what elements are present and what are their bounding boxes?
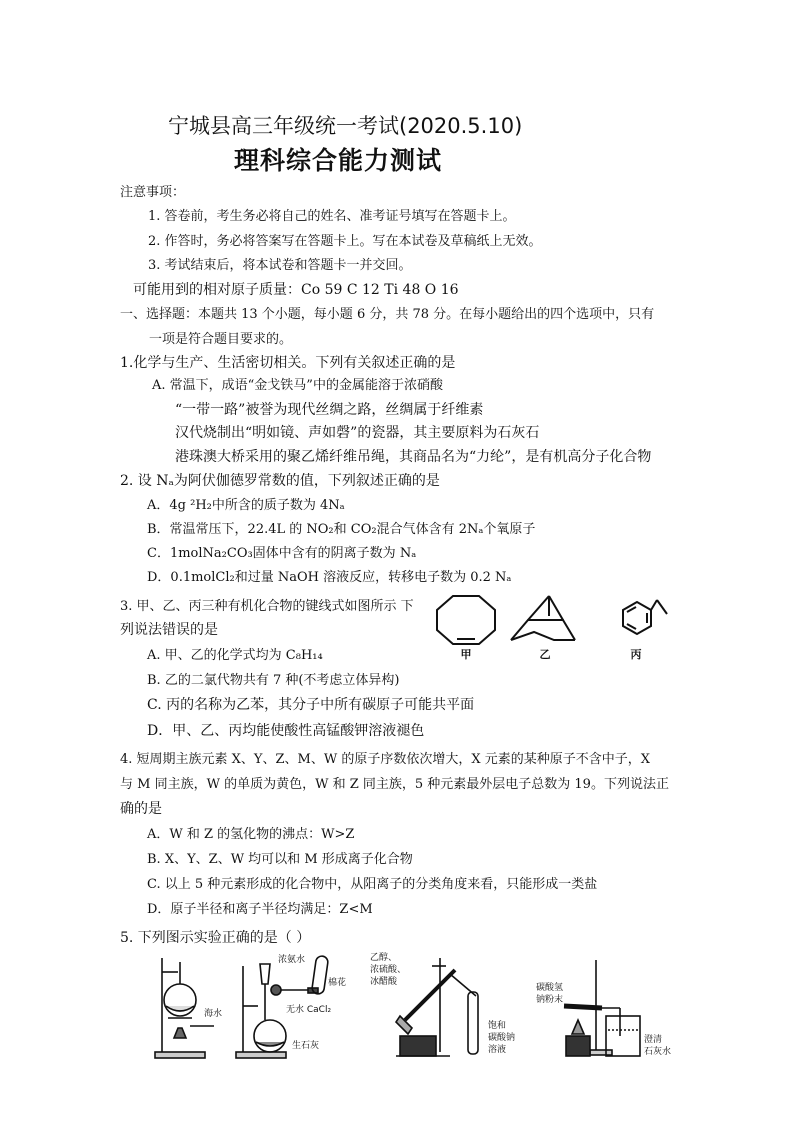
q1-stem: 1.化学与生产、生活密切相关。下列有关叙述正确的是 xyxy=(120,355,456,371)
note-item: 1. 答卷前，考生务必将自己的姓名、准考证号填写在答题卡上。 xyxy=(148,209,516,224)
label-limewater-1: 澄清 xyxy=(644,1035,663,1045)
label-nahco3-2: 钠粉末 xyxy=(536,995,564,1005)
q1-option-d: 港珠澳大桥采用的聚乙烯纤维吊绳，其商品名为“力纶”，是有机高分子化合物 xyxy=(175,449,652,465)
q3-option-d: D．甲、乙、丙均能使酸性高锰酸钾溶液褪色 xyxy=(147,723,425,739)
q1-option-a: A. 常温下，成语“金戈铁马”中的金属能溶于浓硝酸 xyxy=(152,378,443,393)
q4-option-a: A．W 和 Z 的氢化物的沸点：W>Z xyxy=(147,827,355,842)
q4-option-d: D．原子半径和离子半径均满足：Z<M xyxy=(147,902,373,917)
q2-option-c: C．1molNa₂CO₃固体中含有的阴离子数为 Nₐ xyxy=(147,546,417,561)
apparatus-d xyxy=(564,960,640,1056)
q3-structures-figure xyxy=(435,590,685,668)
label-bing: 丙 xyxy=(630,648,642,661)
label-jia: 甲 xyxy=(460,648,472,661)
q3-option-c: C. 丙的名称为乙苯，其分子中所有碳原子可能共平面 xyxy=(147,697,475,713)
atomic-masses: 可能用到的相对原子质量：Co 59 C 12 Ti 48 O 16 xyxy=(133,282,459,298)
q4-option-b: B. X、Y、Z、W 均可以和 M 形成离子化合物 xyxy=(147,852,413,867)
q5-stem: 5. 下列图示实验正确的是（ ） xyxy=(120,930,311,946)
note-item: 2. 作答时，务必将答案写在答题卡上。写在本试卷及草稿纸上无效。 xyxy=(148,234,542,249)
q4-option-c: C. 以上 5 种元素形成的化合物中，从阳离子的分类角度来看，只能形成一类盐 xyxy=(147,877,598,892)
label-cacl2: 无水 CaCl₂ xyxy=(286,1005,332,1015)
apparatus-a xyxy=(155,958,214,1058)
q2-option-d: D．0.1molCl₂和过量 NaOH 溶液反应，转移电子数为 0.2 Nₐ xyxy=(147,570,512,585)
q1-option-c: 汉代烧制出“明如镜、声如磬”的瓷器，其主要原料为石灰石 xyxy=(175,425,540,441)
q1-option-b: “一带一路”被誉为现代丝绸之路，丝绸属于纤维素 xyxy=(175,402,484,418)
label-seawater: 海水 xyxy=(204,1009,223,1019)
label-quicklime: 生石灰 xyxy=(292,1041,320,1051)
label-nahco3-1: 碳酸氢 xyxy=(536,983,564,993)
structure-bing xyxy=(623,600,667,634)
label-na2co3-3: 溶液 xyxy=(488,1045,507,1055)
q3-option-b: B. 乙的二氯代物共有 7 种(不考虑立体异构) xyxy=(147,673,400,688)
exam-title: 宁城县高三年级统一考试(2020.5.10) xyxy=(168,114,523,138)
q3-stem: 3. 甲、乙、丙三种有机化合物的键线式如图所示 下 xyxy=(120,599,414,614)
label-cotton: 棉花 xyxy=(328,978,347,988)
structure-yi xyxy=(511,596,575,640)
q3-option-a: A. 甲、乙的化学式均为 C₈H₁₄ xyxy=(147,648,323,663)
q2-stem: 2. 设 Nₐ为阿伏伽德罗常数的值，下列叙述正确的是 xyxy=(120,473,440,489)
notes-heading: 注意事项： xyxy=(120,185,186,200)
q3-stem-cont: 列说法错误的是 xyxy=(120,622,218,638)
q4-stem-cont2: 确的是 xyxy=(120,801,162,817)
q5-apparatus-figure xyxy=(150,950,680,1065)
section-instructions: 一、选择题：本题共 13 个小题，每小题 6 分，共 78 分。在每小题给出的四个选项中，只有 xyxy=(120,307,655,322)
section-instructions-cont: 一项是符合题目要求的。 xyxy=(149,332,293,347)
q2-option-b: B．常温常压下，22.4L 的 NO₂和 CO₂混合气体含有 2Nₐ个氧原子 xyxy=(147,522,536,537)
q4-stem: 4. 短周期主族元素 X、Y、Z、M、W 的原子序数依次增大，X 元素的某种原子不含中子，X xyxy=(120,752,650,767)
label-limewater-2: 石灰水 xyxy=(644,1047,672,1057)
q2-option-a: A．4g ²H₂中所含的质子数为 4Nₐ xyxy=(147,498,345,513)
label-reagent-1: 乙醇、 xyxy=(370,953,398,963)
label-reagent-2: 浓硫酸、 xyxy=(370,965,407,975)
label-ammonia: 浓氨水 xyxy=(278,955,306,965)
label-reagent-3: 冰醋酸 xyxy=(370,977,398,987)
exam-subtitle: 理科综合能力测试 xyxy=(234,146,443,175)
apparatus-c xyxy=(396,958,478,1056)
label-na2co3-2: 碳酸钠 xyxy=(488,1033,516,1043)
label-yi: 乙 xyxy=(539,648,551,661)
note-item: 3. 考试结束后，将本试卷和答题卡一并交回。 xyxy=(148,258,412,273)
q4-stem-cont: 与 M 同主族，W 的单质为黄色，W 和 Z 同主族，5 种元素最外层电子总数为 19。下列说法正 xyxy=(120,777,669,792)
structure-jia xyxy=(437,596,495,644)
label-na2co3-1: 饱和 xyxy=(488,1021,507,1031)
